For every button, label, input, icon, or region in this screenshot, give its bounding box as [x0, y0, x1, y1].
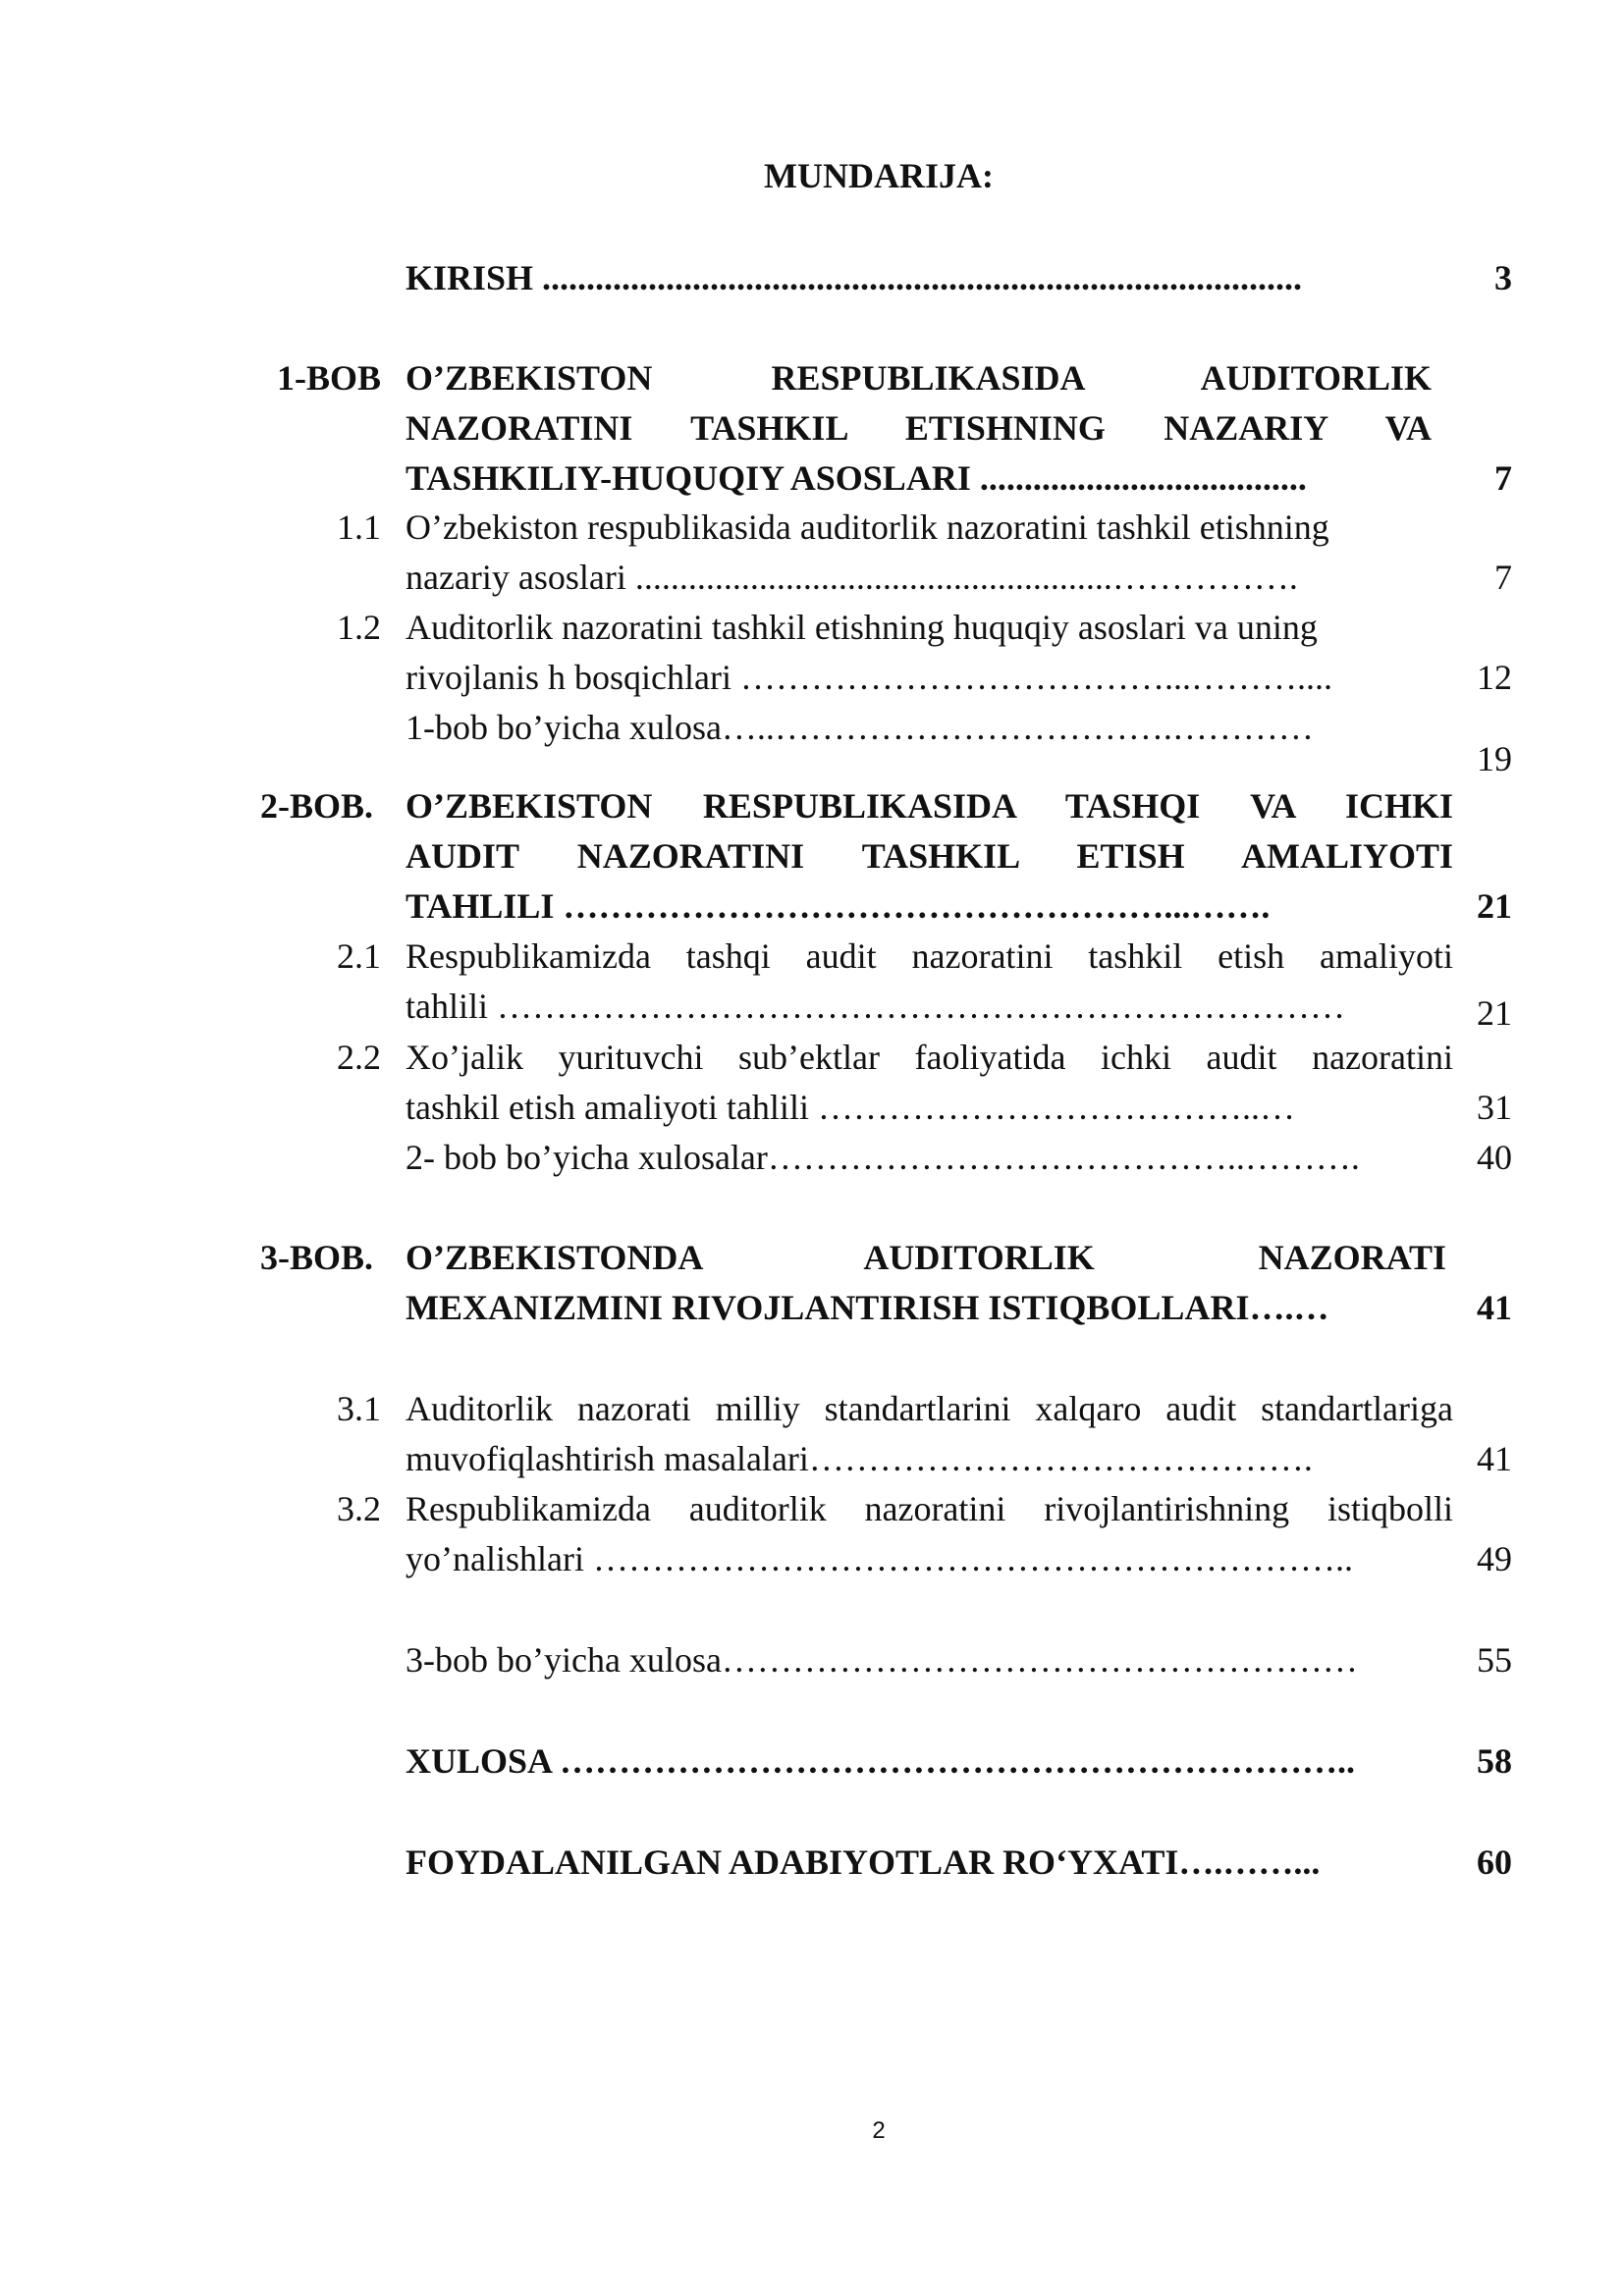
toc-entry-line: tashkil etish amaliyoti tahlili ………………………………..… — [406, 1088, 1295, 1127]
toc-entry-number: 2.1 — [337, 936, 381, 976]
toc-entry-page: 7 — [1494, 558, 1512, 597]
toc-entry-page: 55 — [1477, 1640, 1512, 1680]
page-number: 2 — [872, 2117, 886, 2144]
toc-entry-page: 21 — [1477, 993, 1512, 1033]
toc-entry-line: O’zbekiston respublikasida auditorlik nazoratini tashkil etishning — [406, 507, 1329, 547]
toc-entry-line: Xo’jalik yurituvchi sub’ektlar faoliyatida ichki audit nazoratini — [406, 1038, 1453, 1077]
toc-entry-line: FOYDALANILGAN ADABIYOTLAR RO‘YXATI….……... — [406, 1842, 1321, 1882]
toc-entry-line: muvofiqlashtirish masalalari……………………………………. — [406, 1439, 1313, 1478]
toc-entry-line: yo’nalishlari ……………………………………………………….. — [406, 1539, 1353, 1578]
toc-entry-number: 1.1 — [337, 507, 381, 547]
toc-entry-line: 2- bob bo’yicha xulosalar…………………………………..………. — [406, 1138, 1360, 1177]
toc-entry-line: 1-bob bo’yicha xulosa…..…………………………….………… — [406, 708, 1314, 747]
toc-entry-number: 1-BOB — [276, 358, 381, 398]
toc-entry-page: 31 — [1477, 1088, 1512, 1127]
toc-entry-text: KIRISH ...................................................................................... — [406, 258, 1303, 297]
toc-entry-line: TAHLILI ……………………………………………...……. — [406, 886, 1271, 926]
toc-entry-line: O’ZBEKISTON RESPUBLIKASIDA AUDITORLIK — [406, 358, 1432, 398]
toc-entry-line: Auditorlik nazorati milliy standartlarini xalqaro audit standartlariga — [406, 1389, 1453, 1428]
toc-entry-line: AUDIT NAZORATINI TASHKIL ETISH AMALIYOTI — [406, 836, 1453, 876]
toc-entry-line: MEXANIZMINI RIVOJLANTIRISH ISTIQBOLLARI….… — [406, 1288, 1329, 1327]
toc-entry-page: 40 — [1477, 1138, 1512, 1177]
toc-entry-line: Auditorlik nazoratini tashkil etishning huquqiy asoslari va uning — [406, 608, 1318, 647]
toc-entry-page: 58 — [1477, 1741, 1512, 1781]
toc-entry-page: 19 — [1477, 739, 1512, 778]
toc-entry-line: NAZORATINI TASHKIL ETISHNING NAZARIY VA — [406, 408, 1432, 448]
toc-entry-page: 12 — [1477, 658, 1512, 697]
toc-entry-page: 7 — [1494, 458, 1512, 498]
toc-entry-number: 3.1 — [337, 1389, 381, 1428]
toc-entry-page: 41 — [1477, 1288, 1512, 1327]
toc-entry-line: O’ZBEKISTONDA AUDITORLIK NAZORATI — [406, 1238, 1446, 1277]
toc-entry-number: 2.2 — [337, 1038, 381, 1077]
toc-entry-page: 49 — [1477, 1539, 1512, 1578]
toc-entry-page: 60 — [1477, 1842, 1512, 1882]
toc-entry-page: 3 — [1494, 258, 1512, 297]
toc-entry-line: Respublikamizda tashqi audit nazoratini tashkil etish amaliyoti — [406, 936, 1453, 976]
toc-entry-number: 3-BOB. — [259, 1238, 373, 1277]
toc-entry-line: Respublikamizda auditorlik nazoratini rivojlantirishning istiqbolli — [406, 1489, 1453, 1528]
toc-entry-number: 1.2 — [337, 608, 381, 647]
toc-entry-number: 3.2 — [337, 1489, 381, 1528]
toc-entry-line: XULOSA ………………………………………………………….. — [406, 1741, 1356, 1781]
toc-entry-number: 2-BOB. — [259, 786, 373, 826]
toc-entry-line: rivojlanis h bosqichlari ………………………………...……….... — [406, 658, 1332, 697]
toc-title: MUNDARIJA: — [764, 156, 994, 195]
toc-entry-page: 41 — [1477, 1439, 1512, 1478]
toc-entry-line: TASHKILIY-HUQUQIY ASOSLARI ..................................... — [406, 458, 1307, 498]
toc-entry-line: 3-bob bo’yicha xulosa……………………………………………… — [406, 1640, 1358, 1680]
toc-entry-page: 21 — [1477, 886, 1512, 926]
toc-entry-line: O’ZBEKISTON RESPUBLIKASIDA TASHQI VA ICHKI — [406, 786, 1453, 826]
toc-entry-line: tahlili ……………………………………………………………… — [406, 987, 1345, 1026]
toc-entry-line: nazariy asoslari ......................................................……………. — [406, 558, 1298, 597]
